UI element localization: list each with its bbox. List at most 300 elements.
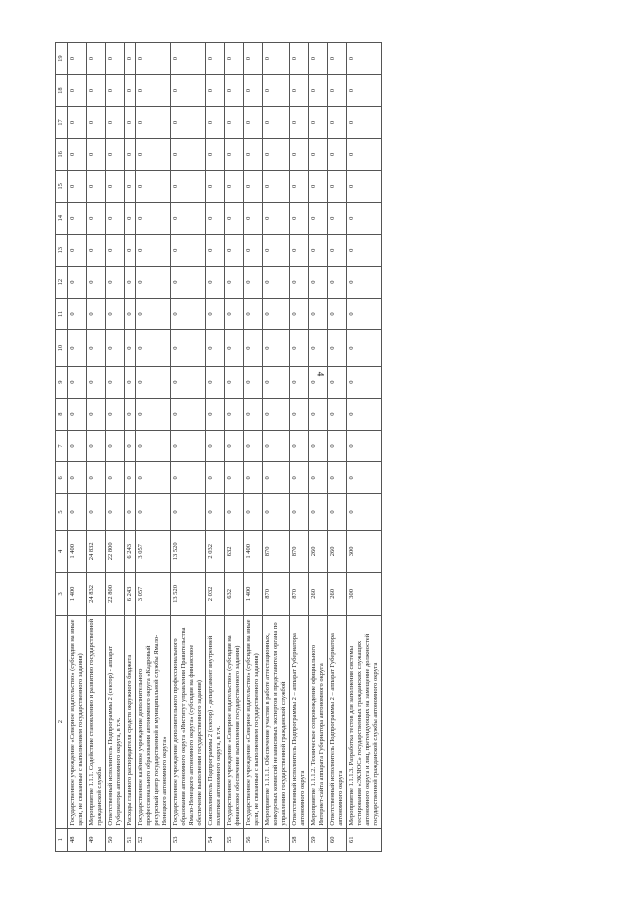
total-value: 260 — [309, 573, 328, 616]
zero-cell: 0 — [106, 202, 125, 234]
column-header: 13 — [56, 234, 68, 266]
zero-cell: 0 — [171, 366, 206, 398]
table-body — [68, 43, 382, 852]
zero-cell: 0 — [263, 398, 290, 430]
page-number: 4 — [315, 371, 326, 377]
row-number: 59 — [309, 828, 328, 851]
total-value: 6 243 — [125, 573, 136, 616]
zero-cell: 0 — [328, 366, 347, 398]
zero-cell: 0 — [136, 75, 171, 107]
zero-cell: 0 — [225, 202, 244, 234]
zero-cell: 0 — [309, 462, 328, 494]
zero-cell: 0 — [87, 75, 106, 107]
zero-cell: 0 — [225, 462, 244, 494]
table-row — [136, 43, 171, 852]
zero-cell: 0 — [68, 170, 87, 202]
zero-cell: 0 — [68, 330, 87, 366]
zero-cell: 0 — [68, 75, 87, 107]
zero-cell: 0 — [106, 266, 125, 298]
zero-cell: 0 — [171, 75, 206, 107]
total-value: 22 800 — [106, 573, 125, 616]
zero-cell: 0 — [87, 202, 106, 234]
zero-cell: 0 — [290, 430, 309, 462]
zero-cell: 0 — [290, 266, 309, 298]
zero-cell: 0 — [125, 398, 136, 430]
zero-cell: 0 — [263, 330, 290, 366]
zero-cell: 0 — [347, 366, 382, 398]
zero-cell: 0 — [106, 138, 125, 170]
zero-cell: 0 — [136, 107, 171, 139]
zero-cell: 0 — [106, 43, 125, 75]
zero-cell: 0 — [225, 430, 244, 462]
zero-cell: 0 — [125, 366, 136, 398]
row-number: 48 — [68, 828, 87, 851]
row-description: Ответственный исполнитель Подпрограммы 2 (сектор) - аппарат Губернатора автономного округа, в т.ч. — [106, 615, 125, 828]
zero-cell: 0 — [309, 298, 328, 330]
row-number: 49 — [87, 828, 106, 851]
zero-cell: 0 — [136, 202, 171, 234]
zero-cell: 0 — [263, 366, 290, 398]
zero-cell: 0 — [244, 462, 263, 494]
column-header: 1 — [56, 828, 68, 851]
row-description: Мероприятие 1.1.1.1. Обеспечение участия в работе аттестационных, конкурсных комиссий независимых экспертов и представителя органа по управлению государственной гражданской службой — [263, 615, 290, 828]
zero-cell: 0 — [87, 398, 106, 430]
year-value: 3 057 — [136, 530, 171, 573]
zero-cell: 0 — [290, 107, 309, 139]
zero-cell: 0 — [171, 330, 206, 366]
zero-cell: 0 — [171, 266, 206, 298]
column-header: 6 — [56, 462, 68, 494]
row-number: 54 — [206, 828, 225, 851]
zero-cell: 0 — [290, 398, 309, 430]
zero-cell: 0 — [290, 234, 309, 266]
zero-cell: 0 — [347, 107, 382, 139]
zero-cell: 0 — [263, 494, 290, 530]
zero-cell: 0 — [263, 298, 290, 330]
zero-cell: 0 — [225, 75, 244, 107]
zero-cell: 0 — [244, 366, 263, 398]
row-description: Мероприятие 1.1.1.3. Разработка тестов для заполнения системы тестирования «ЭКЗЮС» государственных гражданских служащих автономного округа и лиц, претендующих на замещение должностей государственной гражданской службы автономного округа — [347, 615, 382, 828]
zero-cell: 0 — [244, 298, 263, 330]
zero-cell: 0 — [125, 107, 136, 139]
zero-cell: 0 — [225, 398, 244, 430]
column-header: 7 — [56, 430, 68, 462]
zero-cell: 0 — [347, 75, 382, 107]
zero-cell: 0 — [328, 138, 347, 170]
row-number: 60 — [328, 828, 347, 851]
zero-cell: 0 — [263, 138, 290, 170]
zero-cell: 0 — [136, 462, 171, 494]
zero-cell: 0 — [290, 366, 309, 398]
row-number: 55 — [225, 828, 244, 851]
total-value: 3 057 — [136, 573, 171, 616]
zero-cell: 0 — [171, 494, 206, 530]
zero-cell: 0 — [244, 494, 263, 530]
zero-cell: 0 — [171, 202, 206, 234]
table-row — [68, 43, 87, 852]
budget-table — [55, 42, 382, 852]
zero-cell: 0 — [106, 430, 125, 462]
zero-cell: 0 — [87, 298, 106, 330]
year-value: 870 — [263, 530, 290, 573]
year-value: 6 243 — [125, 530, 136, 573]
row-description: Государственное учреждение «Северное издательство» (субсидия на финансовое обеспечение выполнения государственного задания) — [225, 615, 244, 828]
zero-cell: 0 — [328, 170, 347, 202]
table-row — [244, 43, 263, 852]
zero-cell: 0 — [136, 170, 171, 202]
zero-cell: 0 — [68, 430, 87, 462]
total-value: 13 520 — [171, 573, 206, 616]
table-row — [206, 43, 225, 852]
zero-cell: 0 — [347, 430, 382, 462]
zero-cell: 0 — [328, 430, 347, 462]
zero-cell: 0 — [106, 462, 125, 494]
zero-cell: 0 — [68, 234, 87, 266]
zero-cell: 0 — [263, 266, 290, 298]
zero-cell: 0 — [309, 43, 328, 75]
zero-cell: 0 — [225, 494, 244, 530]
zero-cell: 0 — [263, 202, 290, 234]
table-row — [347, 43, 382, 852]
zero-cell: 0 — [290, 298, 309, 330]
year-value: 2 032 — [206, 530, 225, 573]
year-value: 1 400 — [68, 530, 87, 573]
zero-cell: 0 — [125, 298, 136, 330]
zero-cell: 0 — [309, 170, 328, 202]
column-header: 10 — [56, 330, 68, 366]
table-row — [263, 43, 290, 852]
row-number: 50 — [106, 828, 125, 851]
zero-cell: 0 — [347, 462, 382, 494]
row-number: 57 — [263, 828, 290, 851]
zero-cell: 0 — [206, 138, 225, 170]
zero-cell: 0 — [328, 107, 347, 139]
zero-cell: 0 — [309, 107, 328, 139]
zero-cell: 0 — [171, 430, 206, 462]
year-value: 300 — [347, 530, 382, 573]
zero-cell: 0 — [309, 330, 328, 366]
column-header: 18 — [56, 75, 68, 107]
zero-cell: 0 — [206, 170, 225, 202]
zero-cell: 0 — [206, 366, 225, 398]
zero-cell: 0 — [263, 107, 290, 139]
zero-cell: 0 — [244, 107, 263, 139]
zero-cell: 0 — [206, 298, 225, 330]
row-description: Ответственный исполнитель Подпрограммы 2 – аппарат Губернатора автономного округа — [328, 615, 347, 828]
zero-cell: 0 — [87, 138, 106, 170]
total-value: 300 — [347, 573, 382, 616]
table-header-row — [56, 43, 68, 852]
row-description: Мероприятие 1.1.1. Содействие становлению и развитию государственной гражданской службы — [87, 615, 106, 828]
zero-cell: 0 — [87, 366, 106, 398]
zero-cell: 0 — [206, 107, 225, 139]
zero-cell: 0 — [171, 138, 206, 170]
zero-cell: 0 — [106, 234, 125, 266]
zero-cell: 0 — [206, 43, 225, 75]
total-value: 1 400 — [244, 573, 263, 616]
zero-cell: 0 — [68, 462, 87, 494]
row-description: Государственное учреждение «Северное издательство» (субсидия на иные цели, не связанные с выполнением государственного задания) — [68, 615, 87, 828]
zero-cell: 0 — [328, 75, 347, 107]
zero-cell: 0 — [87, 430, 106, 462]
zero-cell: 0 — [225, 266, 244, 298]
table-row — [328, 43, 347, 852]
zero-cell: 0 — [171, 298, 206, 330]
zero-cell: 0 — [136, 398, 171, 430]
zero-cell: 0 — [87, 266, 106, 298]
zero-cell: 0 — [347, 234, 382, 266]
zero-cell: 0 — [309, 75, 328, 107]
zero-cell: 0 — [347, 298, 382, 330]
zero-cell: 0 — [106, 494, 125, 530]
zero-cell: 0 — [244, 75, 263, 107]
zero-cell: 0 — [106, 298, 125, 330]
year-value: 260 — [328, 530, 347, 573]
zero-cell: 0 — [206, 234, 225, 266]
column-header: 16 — [56, 138, 68, 170]
zero-cell: 0 — [263, 75, 290, 107]
total-value: 870 — [290, 573, 309, 616]
zero-cell: 0 — [309, 398, 328, 430]
zero-cell: 0 — [347, 170, 382, 202]
zero-cell: 0 — [347, 202, 382, 234]
zero-cell: 0 — [263, 430, 290, 462]
table-row — [125, 43, 136, 852]
zero-cell: 0 — [106, 330, 125, 366]
zero-cell: 0 — [244, 398, 263, 430]
zero-cell: 0 — [136, 330, 171, 366]
total-value: 24 832 — [87, 573, 106, 616]
zero-cell: 0 — [125, 330, 136, 366]
year-value: 1 400 — [244, 530, 263, 573]
zero-cell: 0 — [328, 234, 347, 266]
zero-cell: 0 — [347, 43, 382, 75]
zero-cell: 0 — [87, 494, 106, 530]
zero-cell: 0 — [136, 138, 171, 170]
zero-cell: 0 — [328, 298, 347, 330]
column-header: 9 — [56, 366, 68, 398]
zero-cell: 0 — [206, 462, 225, 494]
zero-cell: 0 — [106, 398, 125, 430]
row-number: 61 — [347, 828, 382, 851]
zero-cell: 0 — [347, 494, 382, 530]
zero-cell: 0 — [206, 75, 225, 107]
table-row — [87, 43, 106, 852]
row-number: 58 — [290, 828, 309, 851]
zero-cell: 0 — [68, 266, 87, 298]
year-value: 13 520 — [171, 530, 206, 573]
total-value: 2 032 — [206, 573, 225, 616]
zero-cell: 0 — [136, 366, 171, 398]
zero-cell: 0 — [309, 266, 328, 298]
zero-cell: 0 — [290, 138, 309, 170]
zero-cell: 0 — [171, 398, 206, 430]
zero-cell: 0 — [328, 398, 347, 430]
row-number: 53 — [171, 828, 206, 851]
zero-cell: 0 — [263, 170, 290, 202]
zero-cell: 0 — [225, 366, 244, 398]
zero-cell: 0 — [136, 494, 171, 530]
zero-cell: 0 — [328, 462, 347, 494]
zero-cell: 0 — [87, 107, 106, 139]
zero-cell: 0 — [244, 202, 263, 234]
zero-cell: 0 — [171, 107, 206, 139]
zero-cell: 0 — [309, 234, 328, 266]
table-row — [290, 43, 309, 852]
zero-cell: 0 — [290, 494, 309, 530]
column-header: 3 — [56, 573, 68, 616]
zero-cell: 0 — [244, 234, 263, 266]
zero-cell: 0 — [68, 107, 87, 139]
table-row — [309, 43, 328, 852]
zero-cell: 0 — [309, 202, 328, 234]
zero-cell: 0 — [206, 430, 225, 462]
year-value: 632 — [225, 530, 244, 573]
zero-cell: 0 — [106, 170, 125, 202]
total-value: 870 — [263, 573, 290, 616]
zero-cell: 0 — [309, 430, 328, 462]
row-description: Ответственный исполнитель Подпрограммы 2 – аппарат Губернатора автономного округа — [290, 615, 309, 828]
zero-cell: 0 — [87, 234, 106, 266]
zero-cell: 0 — [136, 266, 171, 298]
zero-cell: 0 — [68, 366, 87, 398]
row-number: 56 — [244, 828, 263, 851]
zero-cell: 0 — [290, 462, 309, 494]
zero-cell: 0 — [68, 398, 87, 430]
zero-cell: 0 — [290, 75, 309, 107]
zero-cell: 0 — [290, 170, 309, 202]
column-header: 4 — [56, 530, 68, 573]
zero-cell: 0 — [68, 298, 87, 330]
zero-cell: 0 — [225, 234, 244, 266]
zero-cell: 0 — [290, 202, 309, 234]
zero-cell: 0 — [87, 330, 106, 366]
zero-cell: 0 — [125, 266, 136, 298]
zero-cell: 0 — [328, 266, 347, 298]
year-value: 870 — [290, 530, 309, 573]
row-description: Расходы главного распорядителя средств окружного бюджета — [125, 615, 136, 828]
zero-cell: 0 — [125, 43, 136, 75]
zero-cell: 0 — [328, 202, 347, 234]
zero-cell: 0 — [328, 494, 347, 530]
table-row — [225, 43, 244, 852]
zero-cell: 0 — [263, 43, 290, 75]
column-header: 12 — [56, 266, 68, 298]
zero-cell: 0 — [106, 107, 125, 139]
table-row — [171, 43, 206, 852]
zero-cell: 0 — [309, 138, 328, 170]
zero-cell: 0 — [347, 398, 382, 430]
zero-cell: 0 — [171, 43, 206, 75]
zero-cell: 0 — [290, 330, 309, 366]
zero-cell: 0 — [225, 330, 244, 366]
year-value: 24 832 — [87, 530, 106, 573]
total-value: 632 — [225, 573, 244, 616]
zero-cell: 0 — [125, 138, 136, 170]
zero-cell: 0 — [244, 430, 263, 462]
zero-cell: 0 — [347, 138, 382, 170]
row-number: 52 — [136, 828, 171, 851]
rotated-table-wrapper — [55, 42, 595, 852]
zero-cell: 0 — [263, 462, 290, 494]
column-header: 15 — [56, 170, 68, 202]
zero-cell: 0 — [125, 494, 136, 530]
zero-cell: 0 — [171, 170, 206, 202]
zero-cell: 0 — [225, 170, 244, 202]
zero-cell: 0 — [106, 75, 125, 107]
column-header: 17 — [56, 107, 68, 139]
zero-cell: 0 — [347, 330, 382, 366]
column-header: 14 — [56, 202, 68, 234]
year-value: 22 800 — [106, 530, 125, 573]
zero-cell: 0 — [125, 75, 136, 107]
zero-cell: 0 — [87, 43, 106, 75]
column-header: 11 — [56, 298, 68, 330]
zero-cell: 0 — [87, 462, 106, 494]
zero-cell: 0 — [206, 202, 225, 234]
row-description: Мероприятие 1.1.1.2. Техническое сопровождение официального Интернет-сайта аппарата Губернатора автономного округа — [309, 615, 328, 828]
zero-cell: 0 — [225, 107, 244, 139]
zero-cell: 0 — [328, 43, 347, 75]
zero-cell: 0 — [206, 266, 225, 298]
zero-cell: 0 — [68, 138, 87, 170]
column-header: 5 — [56, 494, 68, 530]
zero-cell: 0 — [136, 43, 171, 75]
zero-cell: 0 — [347, 266, 382, 298]
zero-cell: 0 — [68, 202, 87, 234]
zero-cell: 0 — [206, 494, 225, 530]
zero-cell: 0 — [206, 398, 225, 430]
year-value: 260 — [309, 530, 328, 573]
total-value: 1 400 — [68, 573, 87, 616]
zero-cell: 0 — [136, 234, 171, 266]
zero-cell: 0 — [125, 234, 136, 266]
zero-cell: 0 — [136, 298, 171, 330]
zero-cell: 0 — [106, 366, 125, 398]
zero-cell: 0 — [206, 330, 225, 366]
column-header: 8 — [56, 398, 68, 430]
zero-cell: 0 — [244, 266, 263, 298]
zero-cell: 0 — [328, 330, 347, 366]
zero-cell: 0 — [244, 138, 263, 170]
zero-cell: 0 — [171, 234, 206, 266]
zero-cell: 0 — [244, 170, 263, 202]
column-header: 2 — [56, 615, 68, 828]
zero-cell: 0 — [309, 366, 328, 398]
zero-cell: 0 — [125, 430, 136, 462]
zero-cell: 0 — [225, 138, 244, 170]
zero-cell: 0 — [87, 170, 106, 202]
total-value: 260 — [328, 573, 347, 616]
zero-cell: 0 — [125, 170, 136, 202]
zero-cell: 0 — [125, 202, 136, 234]
zero-cell: 0 — [263, 234, 290, 266]
zero-cell: 0 — [68, 43, 87, 75]
zero-cell: 0 — [309, 494, 328, 530]
zero-cell: 0 — [244, 330, 263, 366]
row-number: 51 — [125, 828, 136, 851]
zero-cell: 0 — [125, 462, 136, 494]
table-row — [106, 43, 125, 852]
zero-cell: 0 — [244, 43, 263, 75]
zero-cell: 0 — [225, 43, 244, 75]
row-description: Государственное учреждение дополнительного профессионального образования автономного округа «Институт управления Правительства Ямало-Ненецкого автономного округа» (субсидия на финансовое обеспечение выполнения государственного задания) — [171, 615, 206, 828]
row-description: Соисполнитель Подпрограммы 2 (сектор) - департамент внутренней политики автономного округа, в т.ч. — [206, 615, 225, 828]
row-description: Государственное учреждение «Северное издательство» (субсидия на иные цели, не связанные с выполнением государственного задания) — [244, 615, 263, 828]
zero-cell: 0 — [171, 462, 206, 494]
row-description: Государственное казённое учреждение дополнительного профессионального образования автономного округа «Кадровый ресурсный центр государственной и муниципальной службы Ямало-Ненецкого автономного округа» — [136, 615, 171, 828]
zero-cell: 0 — [225, 298, 244, 330]
